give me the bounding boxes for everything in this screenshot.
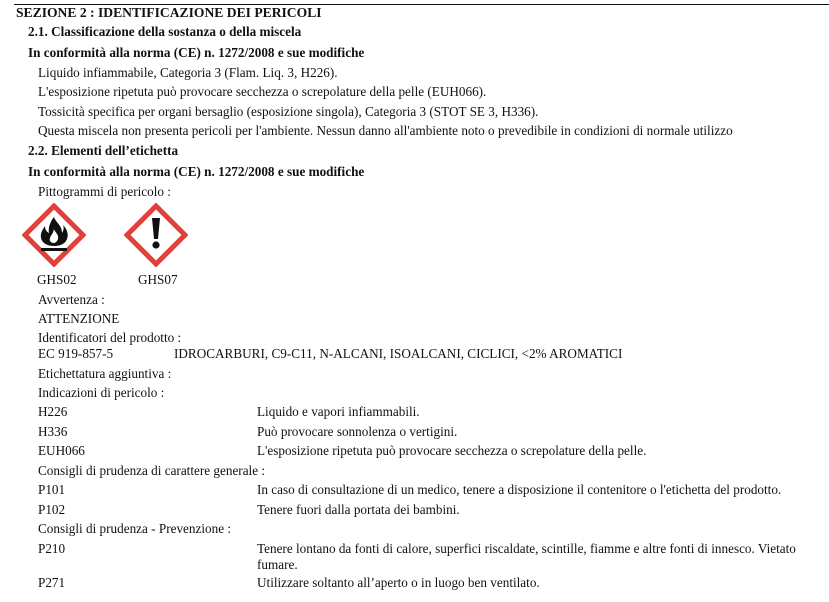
regulation-note-2-1: In conformità alla norma (CE) n. 1272/2008 e sue modifiche xyxy=(28,45,365,60)
subsection-2-1-heading: 2.1. Classificazione della sostanza o della miscela xyxy=(28,24,302,39)
regulation-note-2-2: In conformità alla norma (CE) n. 1272/2008 e sue modifiche xyxy=(28,164,365,179)
subsection-2-2-heading: 2.2. Elementi dell’etichetta xyxy=(28,143,179,158)
classification-line: Liquido infiammabile, Categoria 3 (Flam. Liq. 3, H226). xyxy=(38,65,338,80)
precaution-code: P271 xyxy=(38,575,66,590)
hazard-code: H226 xyxy=(38,404,68,419)
section-title: SEZIONE 2 : IDENTIFICAZIONE DEI PERICOLI xyxy=(16,5,322,20)
prevention-label: Consigli di prudenza - Prevenzione : xyxy=(38,521,232,536)
precaution-text-continued: fumare. xyxy=(257,557,298,572)
precaution-code: P102 xyxy=(38,502,66,517)
classification-line: Tossicità specifica per organi bersaglio (esposizione singola), Categoria 3 (STOT SE 3, H336). xyxy=(38,104,539,119)
hazard-text: L'esposizione ripetuta può provocare secchezza o screpolature della pelle. xyxy=(257,443,647,458)
ec-number: EC 919-857-5 xyxy=(38,346,114,361)
exclamation-mark-icon xyxy=(124,203,188,267)
precaution-text: In caso di consultazione di un medico, tenere a disposizione il contenitore o l'etichetta del prodotto. xyxy=(257,482,782,497)
hazard-text: Può provocare sonnolenza o vertigini. xyxy=(257,424,458,439)
ghs02-pictogram xyxy=(22,203,86,267)
additional-labelling-label: Etichettatura aggiuntiva : xyxy=(38,366,172,381)
signal-word: ATTENZIONE xyxy=(38,311,120,326)
hazard-code: EUH066 xyxy=(38,443,85,458)
flame-icon xyxy=(22,203,86,267)
hazard-text: Liquido e vapori infiammabili. xyxy=(257,404,420,419)
precaution-text: Tenere lontano da fonti di calore, superfici riscaldate, scintille, fiamme e altre fonti di innesco. Vietato xyxy=(257,541,796,556)
general-precautions-label: Consigli di prudenza di carattere generale : xyxy=(38,463,266,478)
signal-word-label: Avvertenza : xyxy=(38,292,105,307)
product-identifiers-label: Identificatori del prodotto : xyxy=(38,330,182,345)
ghs02-code: GHS02 xyxy=(37,272,77,287)
ghs07-pictogram xyxy=(124,203,188,267)
ghs07-code: GHS07 xyxy=(138,272,178,287)
hazard-statements-label: Indicazioni di pericolo : xyxy=(38,385,165,400)
pictograms-label: Pittogrammi di pericolo : xyxy=(38,184,171,199)
hazard-code: H336 xyxy=(38,424,68,439)
classification-line: Questa miscela non presenta pericoli per l'ambiente. Nessun danno all'ambiente noto o prevedibile in condizioni di normale utilizzo xyxy=(38,123,733,138)
precaution-text: Utilizzare soltanto all’aperto o in luogo ben ventilato. xyxy=(257,575,540,590)
precaution-code: P210 xyxy=(38,541,66,556)
product-name: IDROCARBURI, C9-C11, N-ALCANI, ISOALCANI, CICLICI, <2% AROMATICI xyxy=(174,346,623,361)
precaution-text: Tenere fuori dalla portata dei bambini. xyxy=(257,502,460,517)
precaution-code: P101 xyxy=(38,482,66,497)
classification-line: L'esposizione ripetuta può provocare secchezza o screpolature della pelle (EUH066). xyxy=(38,84,487,99)
